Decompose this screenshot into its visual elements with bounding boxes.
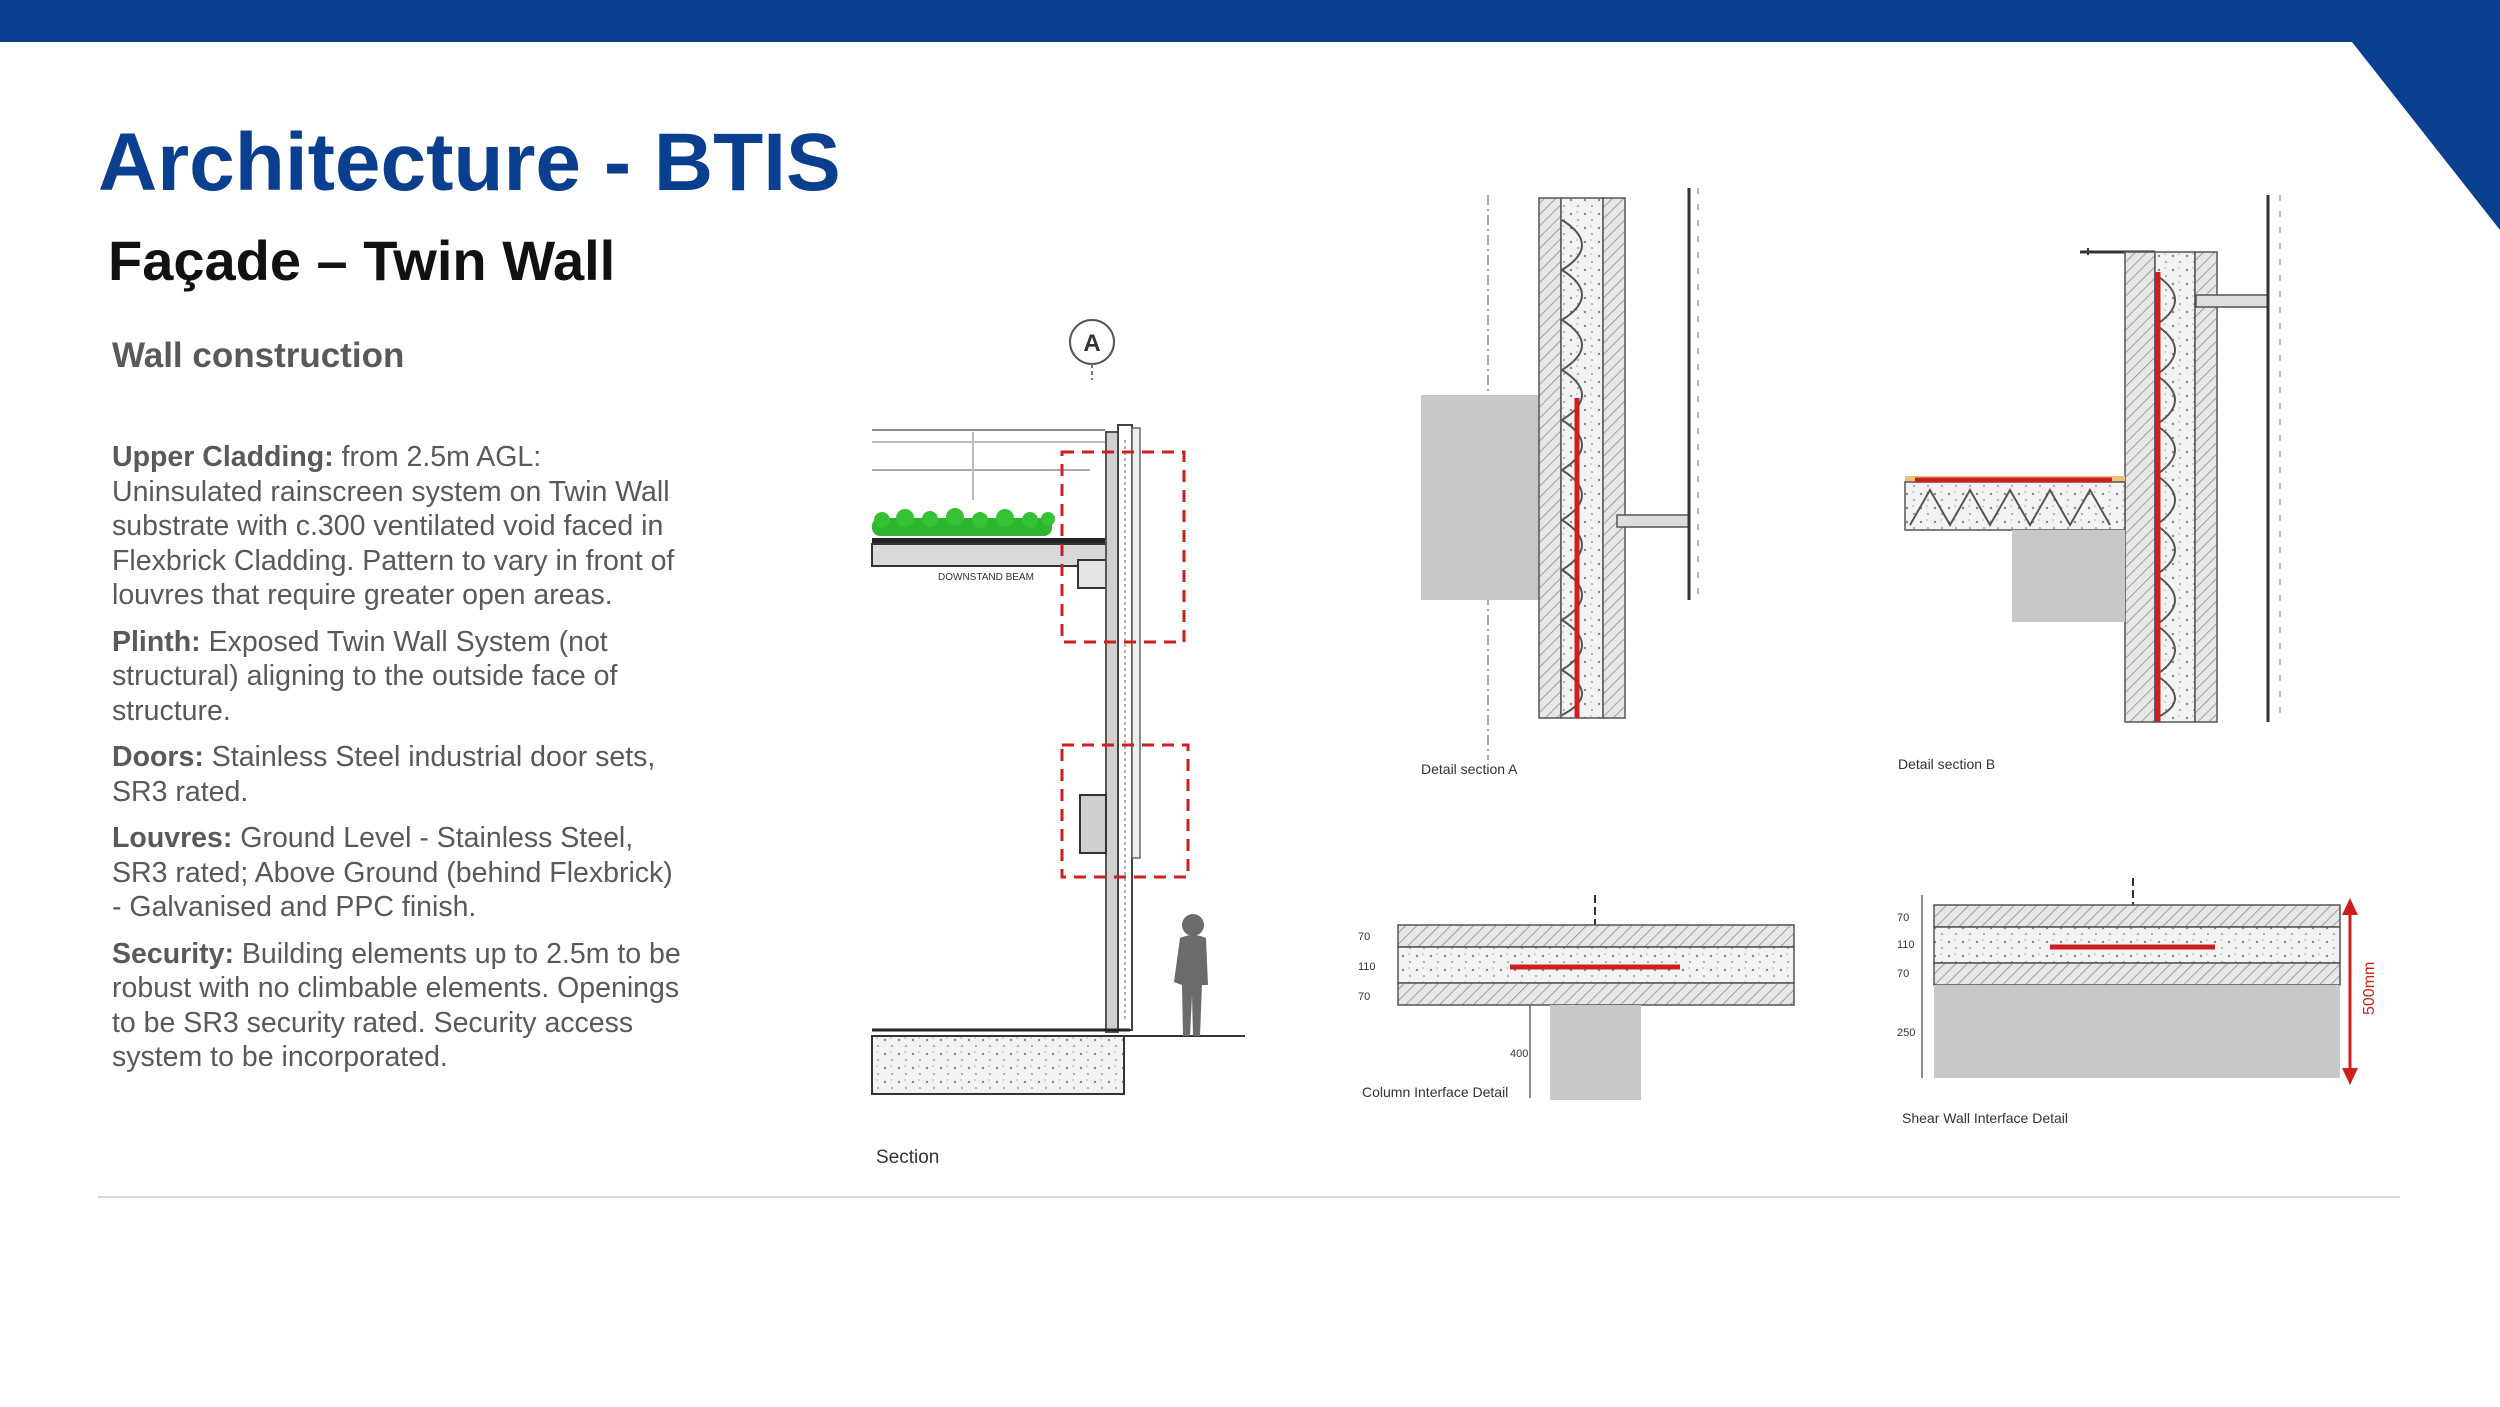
overall-dimension-label: 500mm <box>2361 961 2378 1015</box>
dim-label: 70 <box>1897 912 1910 924</box>
item-label: Doors: <box>112 741 204 773</box>
person-icon <box>1174 914 1208 1036</box>
column-interface-detail <box>1358 895 1794 1100</box>
item-text: from 2.5m AGL: Uninsulated rainscreen system on Twin Wall substrate with c.300 ventilated void faced in Flexbrick Cladding. Pattern to vary in front of louvres that require greater open areas. <box>112 441 675 611</box>
dim-label: 70 <box>1358 991 1371 1003</box>
dim-label: 70 <box>1358 931 1371 943</box>
detail-section-b <box>1898 195 2280 772</box>
shear-wall-interface-detail <box>1897 878 2378 1126</box>
item-label: Louvres: <box>112 822 233 854</box>
dim-label: 110 <box>1358 961 1376 973</box>
item-text: Ground Level - Stainless Steel, SR3 rated; Above Ground (behind Flexbrick) - Galvanised and PPC finish. <box>112 822 673 923</box>
dim-label: 250 <box>1897 1027 1916 1039</box>
section-drawing <box>872 320 1245 1168</box>
item-text: Building elements up to 2.5m to be robust with no climbable elements. Openings to be SR3 security rated. Security access system to be incorporated. <box>112 937 681 1073</box>
footer-divider <box>98 1196 2400 1198</box>
section-caption: Section <box>876 1147 940 1168</box>
item-text: Stainless Steel industrial door sets, SR3 rated. <box>112 741 656 808</box>
item-label: Upper Cladding: <box>112 441 334 473</box>
column-interface-caption: Column Interface Detail <box>1362 1084 1509 1100</box>
section-marker-label: A <box>1083 330 1101 357</box>
shear-wall-interface-caption: Shear Wall Interface Detail <box>1902 1110 2068 1126</box>
item-label: Plinth: <box>112 625 201 658</box>
section-heading: Wall construction <box>112 336 405 375</box>
green-roof <box>872 508 1055 536</box>
item-text: Exposed Twin Wall System (not structural) aligning to the outside face of structure. <box>112 625 618 727</box>
detail-a-caption: Detail section A <box>1421 761 1518 777</box>
downstand-beam-label: DOWNSTAND BEAM <box>938 572 1034 583</box>
detail-section-a <box>1421 188 1698 777</box>
detail-b-caption: Detail section B <box>1898 756 1996 772</box>
dim-label: 70 <box>1897 968 1910 980</box>
dim-label: 110 <box>1897 939 1915 951</box>
item-label: Security: <box>112 937 234 970</box>
dim-label: 400 <box>1510 1048 1529 1060</box>
page-subtitle: Façade – Twin Wall <box>108 229 616 292</box>
page-title: Architecture - BTIS <box>98 117 841 208</box>
